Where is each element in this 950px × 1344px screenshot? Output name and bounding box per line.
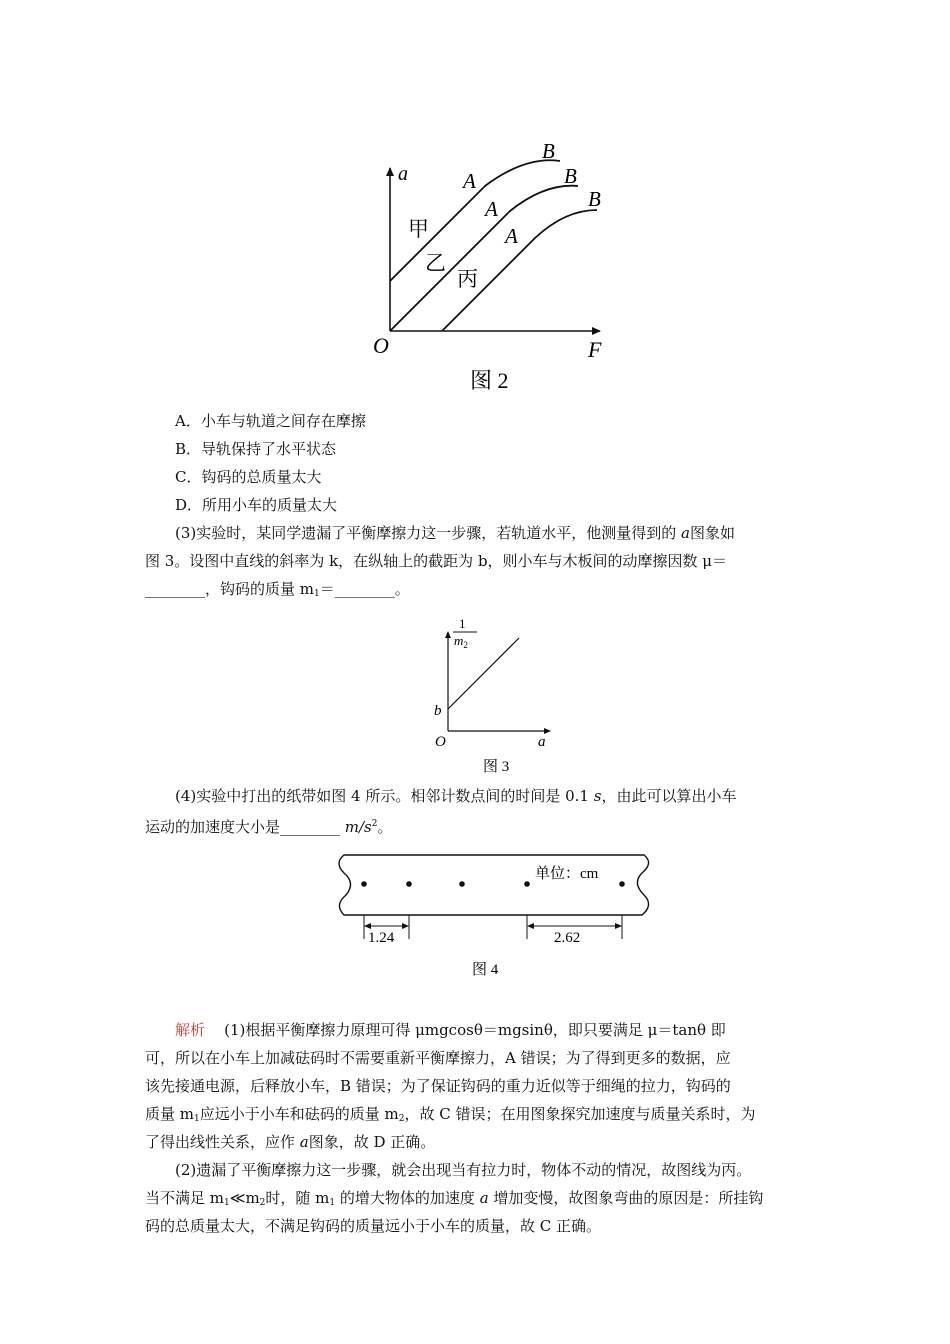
unit-label: 单位：cm [535,866,599,882]
q3-line-2: 图 3。设图中直线的斜率为 k，在纵轴上的截距为 b，则小车与木板间的动摩擦因数 μ＝ [145,552,728,570]
figure-3 [420,608,560,780]
distance-label-2: 2.62 [554,930,581,946]
option-a: A．小车与轨道之间存在摩擦 [175,412,366,430]
analysis-p1-line-5: 了得出线性关系，应作 a图象，故 D 正确。 [145,1133,436,1151]
curve-jia-label: 甲 [408,217,429,241]
axis-label-f: F [588,337,602,362]
analysis-p2-line-3: 码的总质量太大，不满足钩码的质量远小于小车的质量，故 C 正确。 [145,1217,602,1235]
point-a-label: A [463,169,476,193]
figure-4 [322,843,664,983]
tape-dot [459,881,465,887]
point-a-label: A [505,224,518,248]
tape-dot [406,881,412,887]
axis-label-a: a [538,734,546,750]
tape-dot [524,881,530,887]
option-b: B．导轨保持了水平状态 [175,440,337,458]
option-d: D．所用小车的质量太大 [175,496,338,514]
origin-label: O [373,333,389,358]
analysis-p1-line-1: 解析 (1)根据平衡摩擦力原理可得 μmgcosθ＝mgsinθ，即只要满足 μ＝tanθ 即 [175,1021,726,1039]
curve-yi [390,186,578,331]
q3-line-3: ________，钩码的质量 $m_1=\_\_\_\_\_\_\_\_$。 [145,580,410,599]
point-b-label: B [588,187,601,211]
fitted-line [448,638,519,709]
analysis-p2-line-2: 当不满足 $m_1≪m_2$时，随 $m_1$ 的增大物体的加速度 a 增加变慢，故图象弯曲的原因是：所挂钩 [145,1189,764,1208]
q4-line-2: 运动的加速度大小是________ $m/s^2$。 [145,818,393,836]
point-b-label: B [542,139,555,163]
analysis-p1-line-3: 该先接通电源，后释放小车，B 错误；为了保证钩码的重力近似等于细绳的拉力，钩码的 [145,1077,731,1095]
origin-label: O [435,734,446,750]
option-c: C．钩码的总质量太大 [175,468,322,486]
curve-bing-label: 丙 [457,267,478,291]
tape-dot [619,881,625,887]
analysis-p1-line-4: 质量 $m_1$应远小于小车和砝码的质量 $m_2$，故 C 错误；在用图象探究加速度与质量关系时，为 [145,1105,756,1124]
axis-label-a: a [398,163,408,185]
q4-line-1: (4)实验中打出的纸带如图 4 所示。相邻计数点间的时间是 0.1 s，由此可以算出小车 [175,787,737,805]
point-a-label: A [485,197,498,221]
figure-3-caption: 图 3 [483,759,510,775]
analysis-p1-line-2: 可，所以在小车上加减砝码时不需要重新平衡摩擦力，A 错误；为了得到更多的数据，应 [145,1049,731,1067]
figure-4-caption: 图 4 [472,962,499,978]
analysis-label: 解析 [175,1021,206,1039]
y-label-numerator: 1 [459,616,466,631]
analysis-p2-line-1: (2)遗漏了平衡摩擦力这一步骤，就会出现当有拉力时，物体不动的情况，故图线为丙。 [175,1161,752,1179]
figure-2 [360,128,630,403]
paper-tape [339,855,649,915]
tape-dot [361,881,367,887]
intercept-label: b [434,703,442,719]
curve-yi-label: 乙 [425,251,446,275]
distance-label-1: 1.24 [368,930,395,946]
point-b-label: B [564,164,577,188]
q3-line-1: (3)实验时，某同学遗漏了平衡摩擦力这一步骤，若轨道水平，他测量得到的 a图象如 [175,524,735,542]
y-label-denominator: $m_2$ [454,633,468,650]
figure-2-caption: 图 2 [470,368,509,393]
